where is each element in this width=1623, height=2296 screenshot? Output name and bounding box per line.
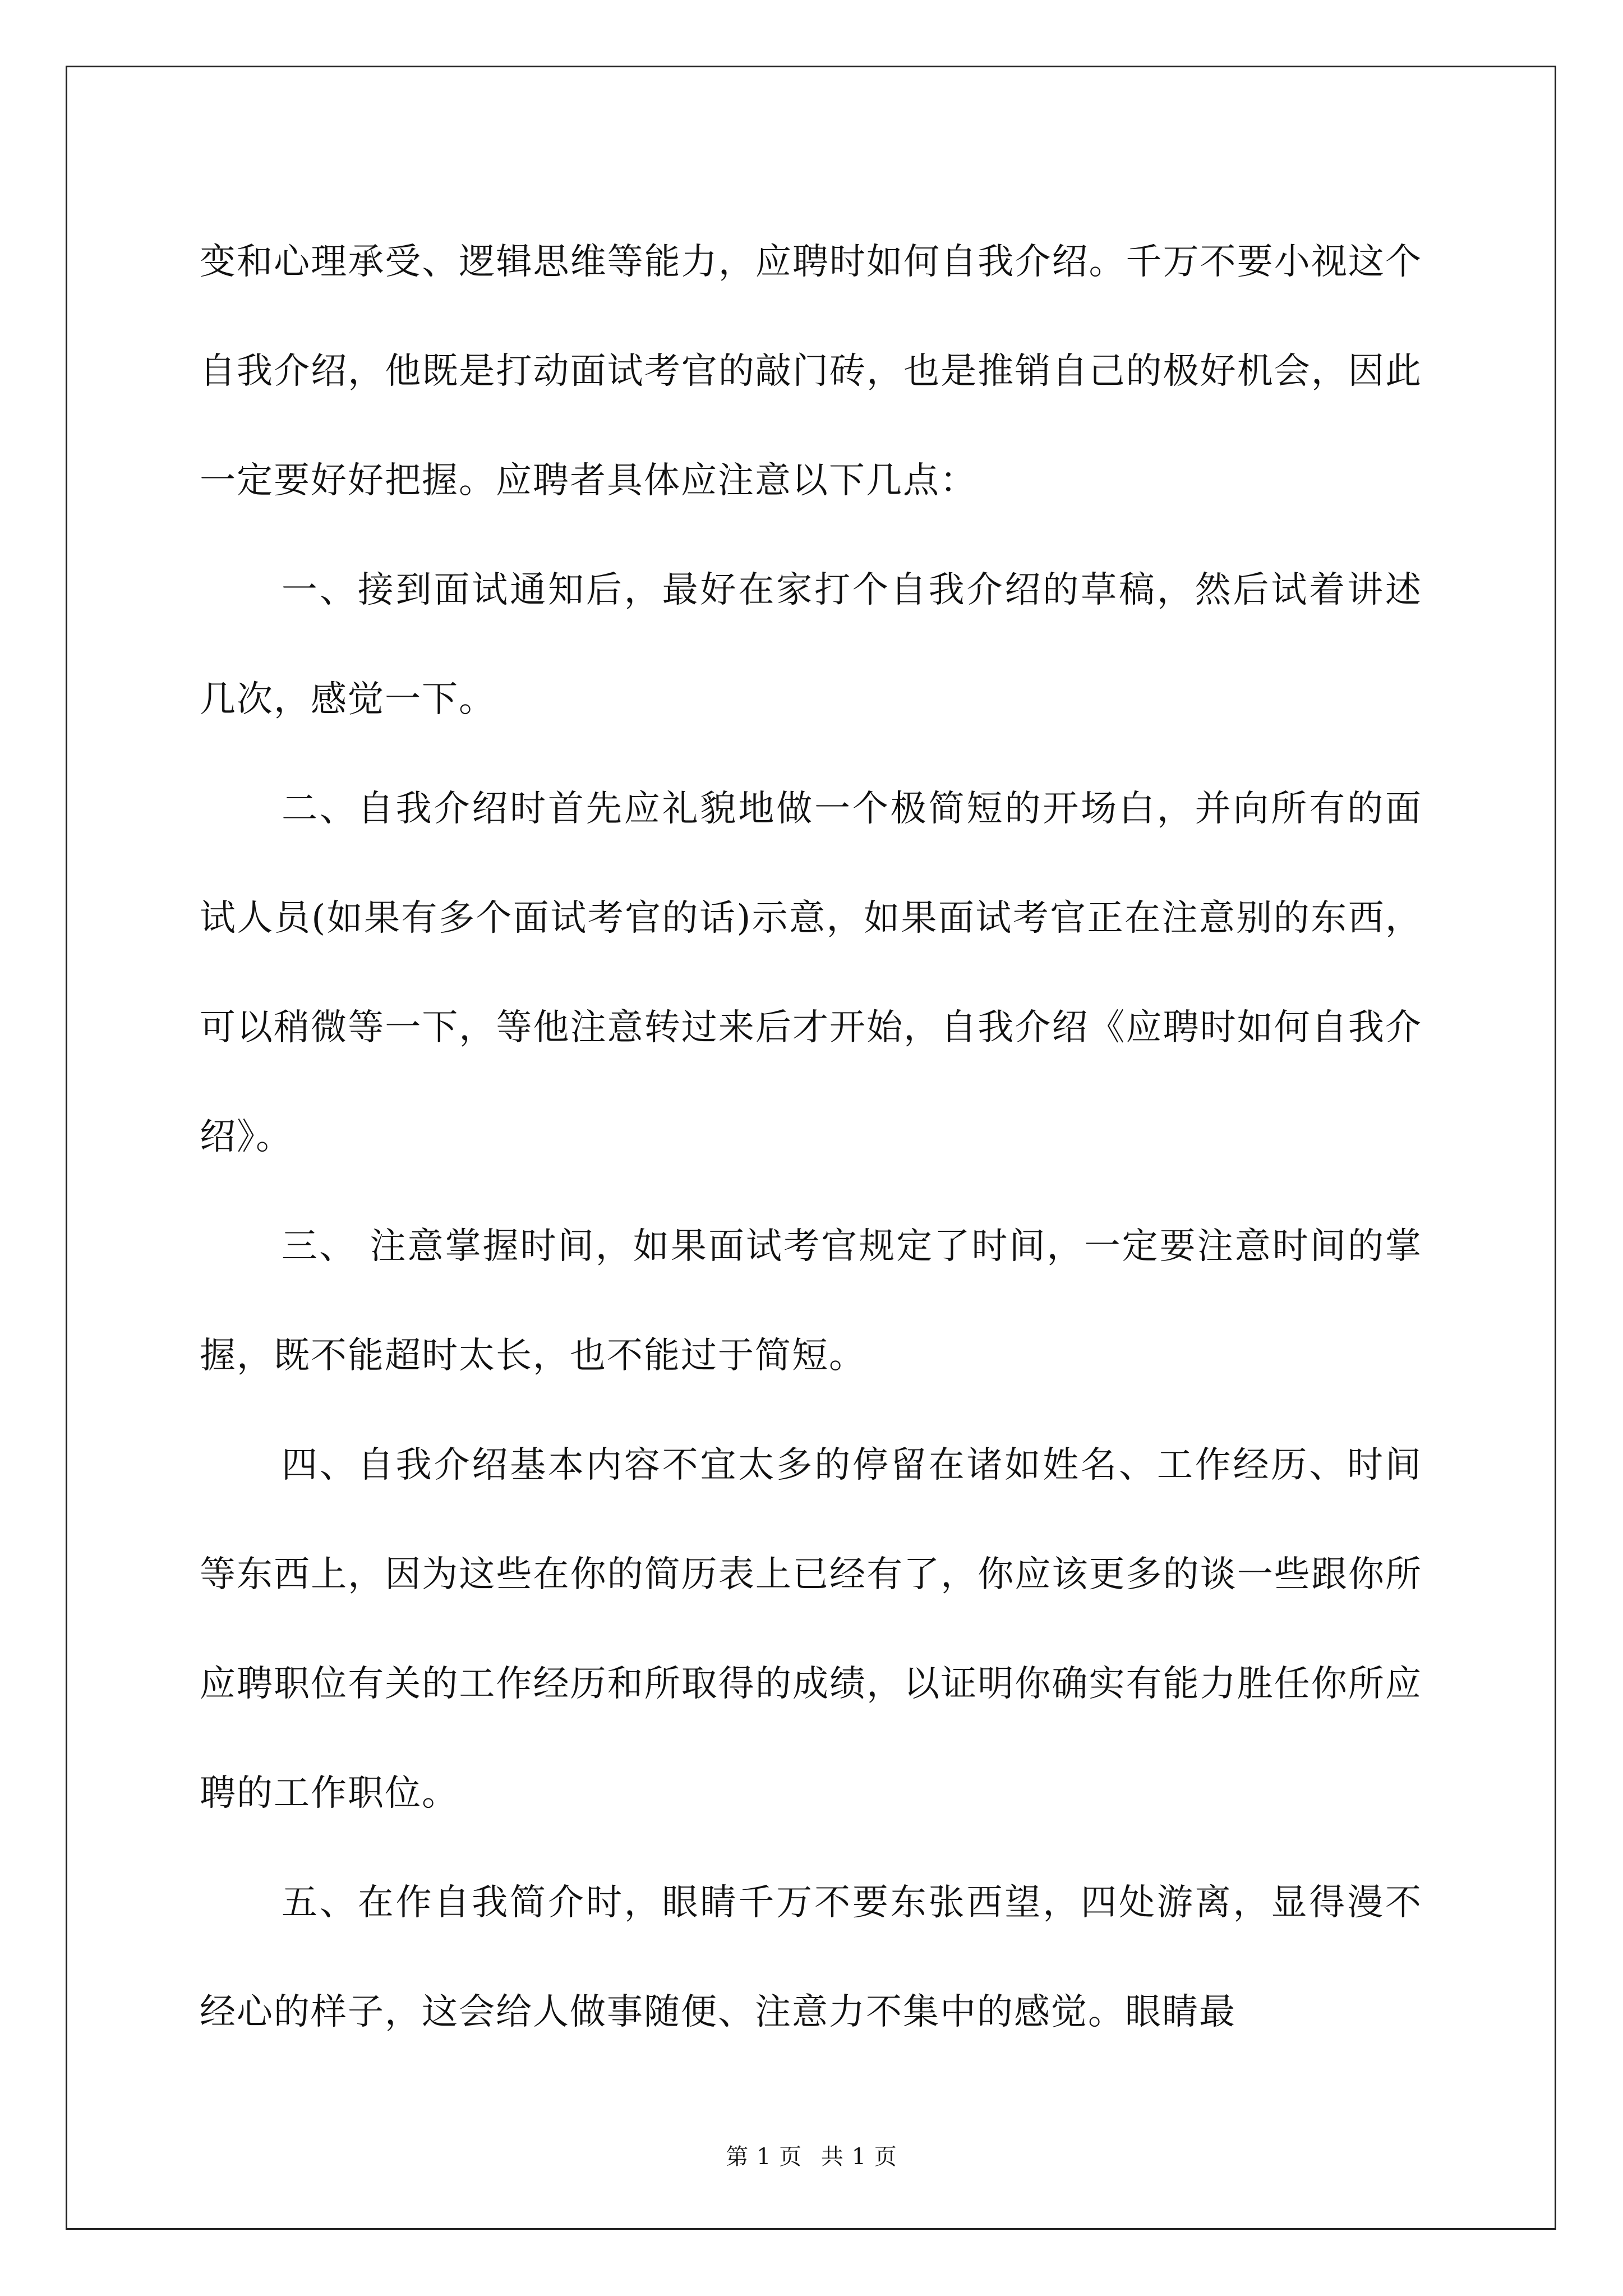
paragraph-point-1: 一、接到面试通知后，最好在家打个自我介绍的草稿，然后试着讲述几次，感觉一下。: [200, 569, 1422, 720]
page-footer: [0, 2143, 1623, 2171]
paragraph-point-4: 四、自我介绍基本内容不宜太多的停留在诸如姓名、工作经历、时间等东西上，因为这些在你的简历表上已经有了，你应该更多的谈一些跟你所应聘职位有关的工作经历和所取得的成绩，以证明你确实有能力胜任你所应聘的工作职位。: [200, 1444, 1422, 1814]
page-total: 共 1 页: [820, 2144, 897, 2170]
paragraph-point-3: 三、 注意掌握时间，如果面试考官规定了时间，一定要注意时间的掌握，既不能超时太长，也不能过于简短。: [200, 1226, 1422, 1377]
document-body: [200, 208, 1422, 2067]
paragraph-point-5: 五、在作自我简介时，眼睛千万不要东张西望，四处游离，显得漫不经心的样子，这会给人做事随便、注意力不集中的感觉。眼睛最: [200, 1882, 1422, 2033]
page-number: 第 1 页: [726, 2144, 803, 2170]
paragraph-continuation: 变和心理承受、逻辑思维等能力，应聘时如何自我介绍。千万不要小视这个自我介绍，他既是打动面试考官的敲门砖，也是推销自己的极好机会，因此一定要好好把握。应聘者具体应注意以下几点：: [200, 241, 1422, 501]
paragraph-point-2: 二、自我介绍时首先应礼貌地做一个极简短的开场白，并向所有的面试人员(如果有多个面试考官的话)示意，如果面试考官正在注意别的东西，可以稍微等一下，等他注意转过来后才开始，自我介绍《应聘时如何自我介绍》。: [200, 788, 1422, 1158]
